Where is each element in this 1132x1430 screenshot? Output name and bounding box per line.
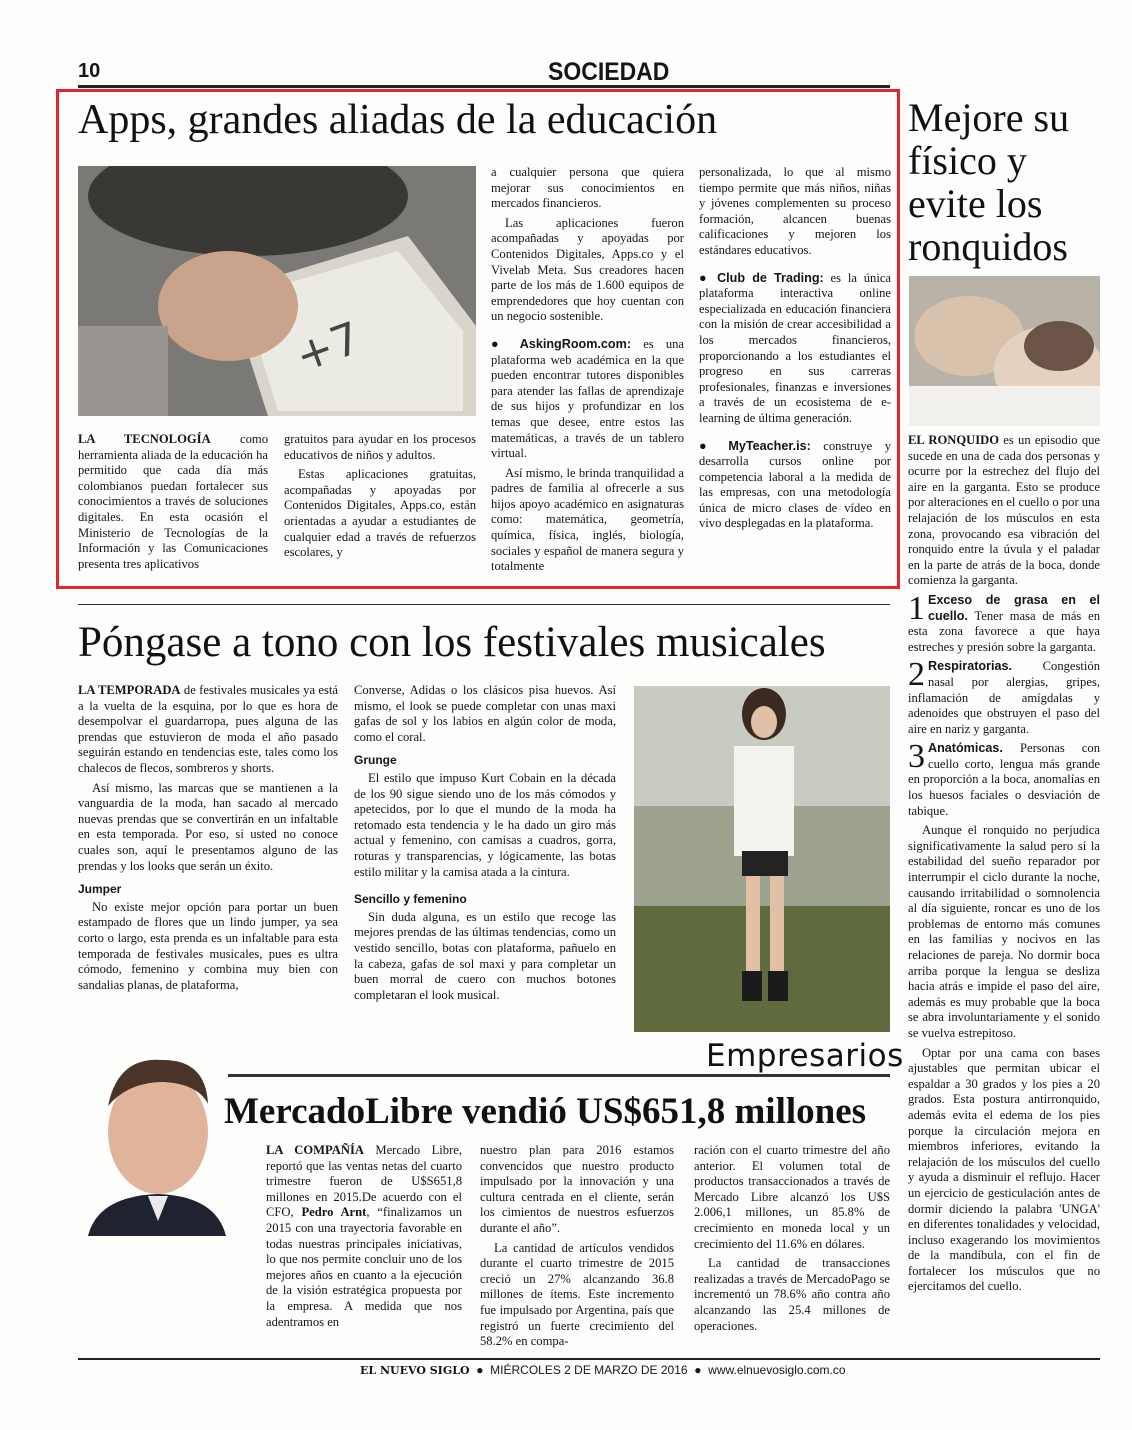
ml-col1-a: Mercado Libre, reportó que las ventas netas del cuarto trimestre fueron de U$S651,8 millones en 2015.De acuerdo con el CFO, — [266, 1143, 462, 1220]
footer-bullet-icon: ● — [472, 1363, 487, 1377]
ml-col2 — [480, 1143, 674, 1354]
apps-col4-p1: personalizada, lo que al mismo tiempo permite que más niños, niñas y jóvenes complementen su proceso formación, alcancen buenas calificaciones y mejoren los estándares educativos. — [699, 165, 891, 257]
apps-col2-p1: gratuitos para ayudar en los procesos educativos de niños y adultos. — [284, 432, 476, 462]
page-number: 10 — [78, 60, 101, 82]
item-title: Exceso de grasa en el cuello. — [928, 592, 1100, 623]
item-number: 2 — [908, 659, 925, 694]
item-text: Personas con cuello corto, lengua más grande en proporción a la boca, anomalías en los huesos faciales o desviación de tabique. — [908, 741, 1100, 818]
portrait-photo — [78, 1046, 228, 1236]
section-rule — [78, 604, 890, 605]
ronquidos-p3: Optar por una cama con bases ajustables que permitan ubicar el espaldar a 30 grados y los pies a 20 grados. Esta postura antirronquido, además evita el edema de los pies porque la circulación mejora en miembros inferiores, evitando la relajación de los músculos del cuello y ayuda a disminuir el reflujo. Hacer un ejercicio de gesticulación antes de dormir diciendo la palabra 'UNGA' en diferentes tonalidades y velocidad, incluso exagerando los movimientos de la mandíbula, con el fin de fortalecer los músculos que no ejercitamos del cuello. — [908, 1045, 1100, 1294]
apps-title: Apps, grandes aliadas de la educación — [78, 97, 718, 143]
item-title: Respiratorias. — [928, 659, 1012, 674]
ronquidos-item-3 — [908, 741, 1100, 819]
tablet-illustration — [78, 166, 476, 416]
kicker-rule — [210, 1074, 890, 1077]
festivales-lead-cap: LA TEMPORADA — [78, 683, 181, 697]
festivales-col2-p1: Converse, Adidas o los clásicos pisa huevos. Así mismo, el look se puede completar con unas maxi gafas de sol y los labios en algún color de moda, como el coral. — [354, 683, 616, 744]
portrait-illustration — [78, 1046, 228, 1236]
apps-col3-p4: Así mismo, le brinda tranquilidad a padres de familia al ofrecerle a sus hijos apoyo académico en asignaturas como: matemática, geometría, química, física, inglés, biología, sociales y español de manera segura y totalmente — [491, 465, 684, 574]
grunge-text: El estilo que impuso Kurt Cobain en la década de los 90 sigue siendo uno de los más cómodos y apetecidos, por lo que el mundo de la moda ha retomado esta tendencia y le ha dado un giro más actual y femenino, con camisas a cuadros, gorra, roturas y transparencias, y lógicamente, las botas estilo militar y la camisa atada a la cintura. — [354, 770, 616, 879]
ronquidos-item-1 — [908, 593, 1100, 655]
apps-col1 — [78, 432, 268, 576]
festival-illustration — [634, 686, 890, 1032]
festivales-p2: Así mismo, las marcas que se mantienen a la vanguardia de la moda, han sacado al mercado nuevas prendas que se convertirán en un infaltable en esta temporada. Por eso, si usted no conoce cuales son, aquí le presentamos alguno de las prendas y los looks que serán un éxito. — [78, 780, 338, 873]
festivales-title: Póngase a tono con los festivales musicales — [78, 619, 826, 666]
ml-cfo-name: Pedro Arnt — [301, 1205, 367, 1220]
footer-date: MIÉRCOLES 2 DE MARZO DE 2016 — [490, 1363, 688, 1377]
ronquidos-title: Mejore su físico y evite los ronquidos — [908, 95, 1070, 269]
ml-col1-b: , “finalizamos un 2015 con una trayectoria favorable en todas nuestras principales iniciativas, lo que nos permite concluir uno de los mejores años en cuanto a la ejecución de la visión estratégica propuesta por la empresa. A medida que nos adentramos en — [266, 1205, 462, 1329]
ml-col3-p1: ración con el cuarto trimestre del año anterior. El volumen total de productos transaccionados a través de Mercado Libre alcanzó los U$S 2.006,1 millones, un 85.8% de crecimiento en moneda local y un crecimiento del 11.6% en dólares. — [694, 1143, 890, 1251]
apps-col3 — [491, 165, 684, 579]
sencillo-text: Sin duda alguna, es un estilo que recoge las mejores prendas de las últimas tendencias, como un vestido sencillo, botas con plataforma, pañuelo en la cabeza, gafas de sol maxi y para completar un buen morral de cuero con muchos botones completaran el look musical. — [354, 909, 616, 1002]
ml-col2-p1: nuestro plan para 2016 estamos convencidos que nuestro producto impulsado por la innovación y una cultura centrada en el cliente, serán los cimientos de nuestros esfuerzos durante el año”. — [480, 1143, 674, 1235]
myteacher-title: MyTeacher.is: — [728, 438, 811, 453]
jumper-subhead: Jumper — [78, 882, 122, 897]
sleeping-couple-photo — [909, 276, 1100, 426]
jumper-text: No existe mejor opción para portar un buen estampado de flores que un lindo jumper, ya sea corto o largo, esta prenda es un infaltable para esta temporada de festivales musicales, pues es ultra cómodo, femenino y combina muy bien con sandalias planas, de plataforma, — [78, 899, 338, 992]
apps-col2 — [284, 432, 476, 565]
section-title: SOCIEDAD — [548, 56, 670, 86]
ronquidos-item-2 — [908, 659, 1100, 737]
club-text: es la única plataforma interactiva online especializada en educación financiera con la misión de crear accesibilidad a los mercados financieros, proporcionando a los estudiantes el progreso en sus carreras profesionales, finanzas e inversiones a través de un ecosistema de e-learning de última generación. — [699, 270, 891, 425]
ml-lead-cap: LA COMPAÑÍA — [266, 1143, 364, 1157]
item-text: Tener masa de más en esta zona favorece a que haya estreches y presión sobre la garganta. — [908, 608, 1100, 654]
mercadolibre-title: MercadoLibre vendió US$651,8 millones — [224, 1091, 867, 1132]
ml-col3 — [694, 1143, 890, 1338]
ml-col2-p2: La cantidad de artículos vendidos durante el cuarto trimestre de 2015 creció un 27% alcanzando 36.8 millones de ítems. Este incremento fue impulsado por Argentina, país que registró un fuerte crecimiento del 58.2% en compa- — [480, 1240, 674, 1349]
grunge-subhead: Grunge — [354, 753, 397, 768]
ml-col3-p2: La cantidad de transacciones realizadas a través de MercadoPago se incrementó un 78.6% año contra año alcanzando las 25.4 millones de operaciones. — [694, 1256, 890, 1333]
ronquidos-body — [908, 433, 1100, 1299]
footer — [360, 1363, 846, 1377]
empresarios-kicker: Empresarios — [706, 1038, 904, 1074]
footer-brand: EL NUEVO SIGLO — [360, 1364, 470, 1377]
tablet-photo — [78, 166, 476, 416]
ronquidos-p2: Aunque el ronquido no perjudica significativamente la salud pero sí la estabilidad del sueño reparador por interrumpir el ciclo durante la noche, causando irritabilidad o somnolencia al día siguiente, roncar es uno de los problemas de entorno más comunes en las familias y nocivos en las relaciones de pareja. No dormir boca arriba porque la lengua se desliza hacia atrás e impide el paso del aire, además es muy probable que la boca se abra involuntariamente y el sonido se vuelva estrepitoso. — [908, 823, 1100, 1040]
apps-col1-text: como herramienta aliada de la educación ha permitido que cada día más colombianos puedan fortalecer sus conocimientos a través de soluciones digitales. En esta ocasión el Ministerio de Tecnologías de la Información y las Comunicaciones presenta tres aplicativos — [78, 432, 268, 571]
item-number: 3 — [908, 741, 925, 776]
item-text: Congestión nasal por alergias, gripes, inflamación de amígdalas y adenoides que obstruyen el paso del aire en nariz y garganta. — [908, 659, 1100, 736]
myteacher-text: construye y desarrolla cursos online por competencia laboral a la medida de las empresas, con una metodología única de micro clases de vídeo en vivo desplegadas en la plataforma. — [699, 438, 892, 531]
ronquidos-lead-cap: EL RONQUIDO — [908, 433, 1000, 447]
ronquidos-p1: es un episodio que sucede en una de cada dos personas y ocurre por la estrechez del flujo del aire en la garganta. Esto se produce por alteraciones en el cuello o por una relajación de los músculos en esta zona, provocando esa vibración del ronquido entre la úvula y el paladar en la parte de atrás de la boca, donde comienza la garganta. — [908, 433, 1101, 588]
bullet-icon: ● — [699, 438, 716, 453]
festival-model-photo — [634, 686, 890, 1032]
apps-col4 — [699, 165, 891, 536]
festivales-p1: de festivales musicales ya está a la vuelta de la esquina, por lo que es hora de desempolvar el guardarropa, pues alguna de las prendas que estuvieron de moda el año pasado seguirán estando en tendencias este, tales como los chalecos de flecos, sombreros y shorts. — [78, 683, 338, 775]
askingroom-title: AskingRoom.com: — [519, 336, 632, 351]
festivales-col1 — [78, 683, 338, 997]
ml-col1 — [266, 1143, 462, 1334]
header-rule — [78, 85, 890, 88]
item-number: 1 — [908, 592, 925, 627]
festivales-col2 — [354, 683, 616, 1007]
bullet-icon: ● — [699, 270, 711, 285]
apps-lead-cap: LA TECNOLOGÍA — [78, 432, 211, 446]
apps-col3-p1: a cualquier persona que quiera mejorar sus conocimientos en mercados financieros. — [491, 165, 684, 211]
sencillo-subhead: Sencillo y femenino — [354, 892, 467, 907]
apps-col3-p2: Las aplicaciones fueron acompañadas y apoyadas por Contenidos Digitales, Apps.co y el Vivelab Meta. Sus creadores hacen parte de los más de 1.600 equipos de emprendedores que hoy cuentan con un negocio sostenible. — [491, 215, 684, 324]
footer-bullet-icon: ● — [690, 1363, 705, 1377]
apps-col2-p2: Estas aplicaciones gratuitas, acompañadas y apoyadas por Contenidos Digitales, Apps.co, están orientadas a ayudar a estudiantes de cualquier edad a través de refuerzos escolares, y — [284, 467, 476, 560]
footer-rule — [78, 1358, 1100, 1360]
svg-text:+7: +7 — [288, 312, 368, 383]
item-title: Anatómicas. — [928, 741, 1003, 756]
bullet-icon: ● — [491, 336, 508, 351]
askingroom-text: es una plataforma web académica en la que pueden encontrar tutores disponibles para atender las fallas de aprendizaje de sus hijos y profundizar en los temas que desee, entre estos las matemáticas, a través de un tablero virtual. — [491, 336, 685, 461]
sleeping-illustration — [909, 276, 1100, 426]
footer-url: www.elnuevosiglo.com.co — [708, 1363, 846, 1377]
club-title: Club de Trading: — [717, 270, 824, 285]
